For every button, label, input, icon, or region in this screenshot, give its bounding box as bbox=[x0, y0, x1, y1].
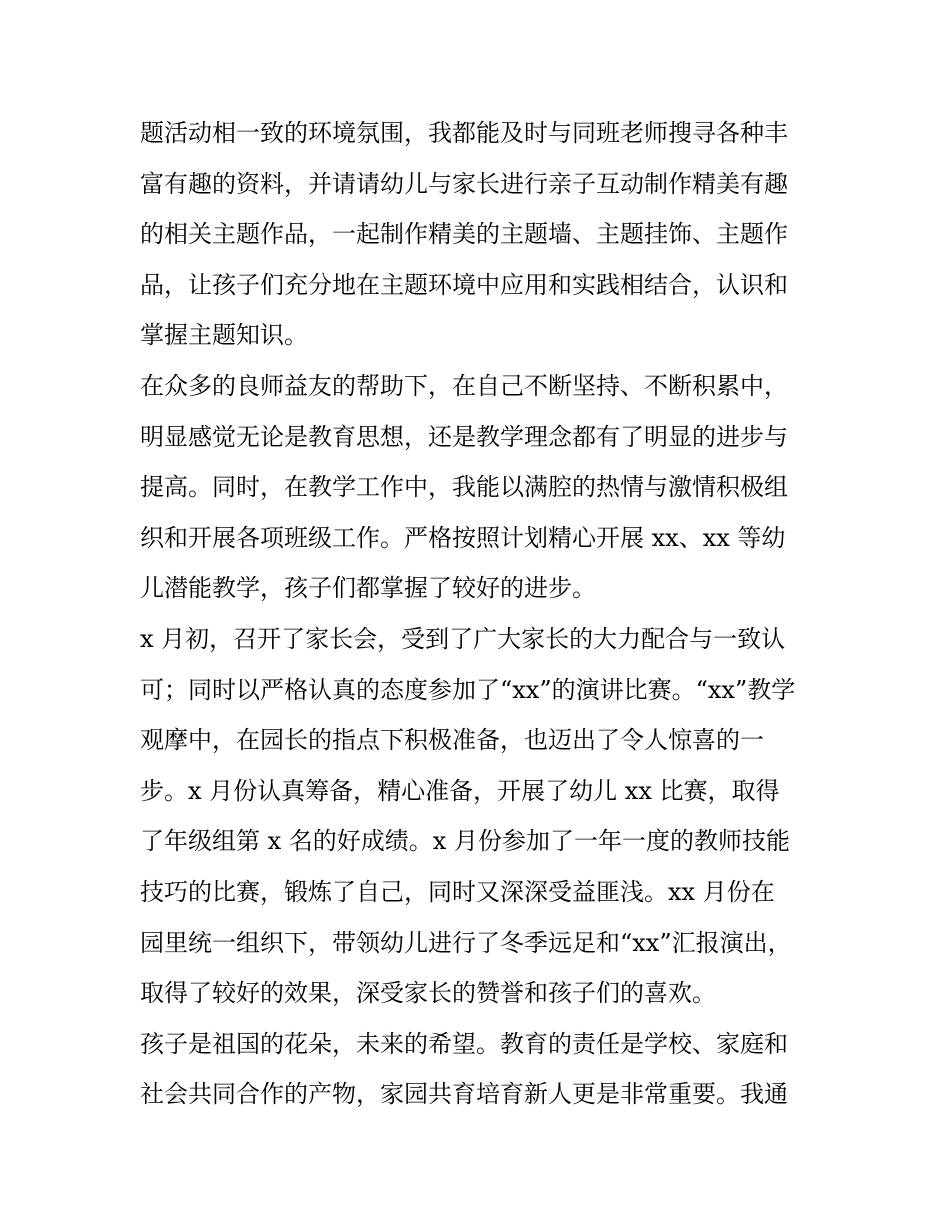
text-line: 园里统一组织下，带领幼儿进行了冬季远足和“xx”汇报演出， bbox=[140, 928, 792, 957]
text-line: 社会共同合作的产物，家园共育培育新人更是非常重要。我通 bbox=[140, 1080, 788, 1109]
text-line: 观摩中，在园长的指点下积极准备，也迈出了令人惊喜的一 bbox=[140, 726, 764, 755]
text-line: 了年级组第 x 名的好成绩。x 月份参加了一年一度的教师技能 bbox=[140, 827, 790, 856]
text-line: 步。x 月份认真筹备，精心准备，开展了幼儿 xx 比赛，取得 bbox=[140, 776, 780, 805]
text-line: 孩子是祖国的花朵，未来的希望。教育的责任是学校、家庭和 bbox=[140, 1029, 788, 1058]
text-line: x 月初，召开了家长会，受到了广大家长的大力配合与一致认 bbox=[140, 624, 786, 653]
text-line: 掌握主题知识。 bbox=[140, 321, 308, 350]
text-line: 提高。同时，在教学工作中，我能以满腔的热情与激情积极组 bbox=[140, 473, 788, 502]
text-line: 在众多的良师益友的帮助下，在自己不断坚持、不断积累中， bbox=[140, 371, 788, 400]
text-line: 技巧的比赛，锻炼了自己，同时又深深受益匪浅。xx 月份在 bbox=[140, 877, 775, 906]
text-line: 题活动相一致的环境氛围，我都能及时与同班老师搜寻各种丰 bbox=[140, 119, 788, 147]
text-line: 品，让孩子们充分地在主题环境中应用和实践相结合，认识和 bbox=[140, 270, 788, 299]
text-line: 儿潜能教学，孩子们都掌握了较好的进步。 bbox=[140, 574, 596, 603]
text-line: 可；同时以严格认真的态度参加了“xx”的演讲比赛。“xx”教学 bbox=[140, 675, 796, 704]
text-line: 取得了较好的效果，深受家长的赞誉和孩子们的喜欢。 bbox=[140, 979, 716, 1008]
text-line: 富有趣的资料，并请请幼儿与家长进行亲子互动制作精美有趣 bbox=[140, 169, 788, 198]
document-body bbox=[140, 108, 820, 1120]
text-line: 的相关主题作品，一起制作精美的主题墙、主题挂饰、主题作 bbox=[140, 220, 788, 249]
text-line: 明显感觉无论是教育思想，还是教学理念都有了明显的进步与 bbox=[140, 422, 788, 451]
text-line: 织和开展各项班级工作。严格按照计划精心开展 xx、xx 等幼 bbox=[140, 523, 786, 552]
